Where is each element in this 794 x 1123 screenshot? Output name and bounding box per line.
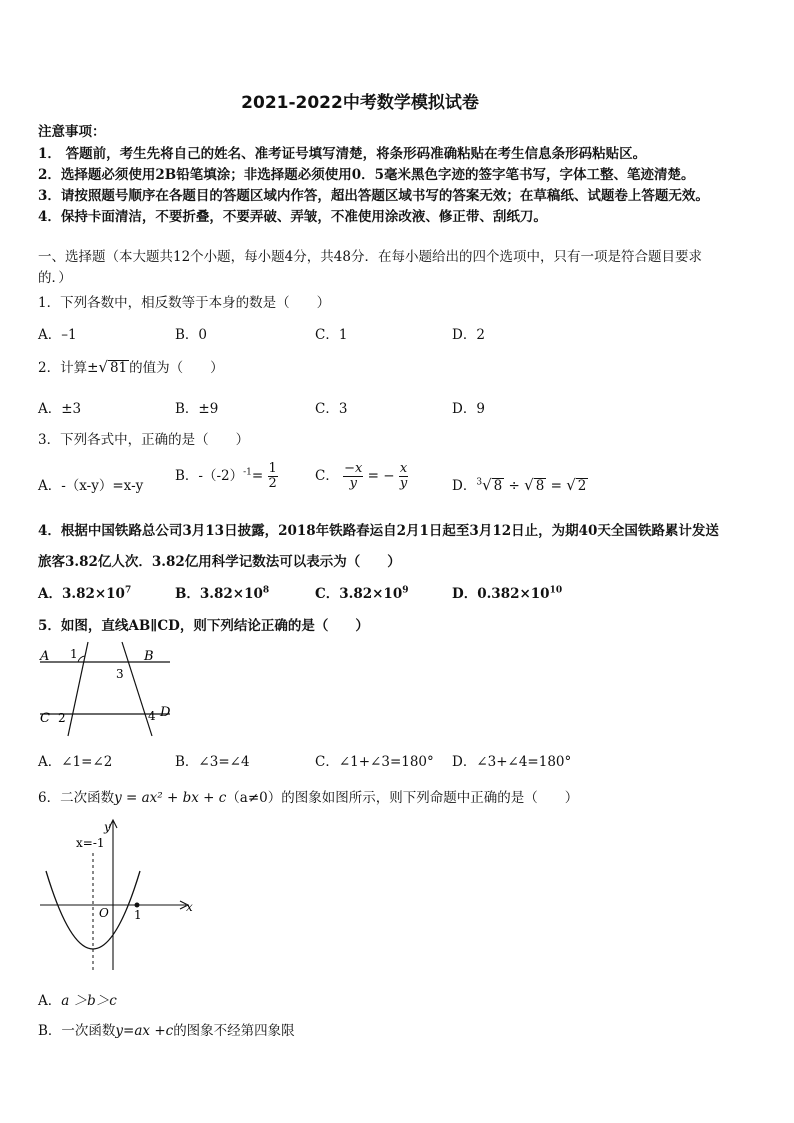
q4-b-exp: 8 [262,585,270,596]
point-one-label: 1 [134,908,142,922]
label-d: D [160,705,171,720]
q3-d-rad3: 2 [577,478,587,494]
label-angle-4: 4 [148,709,156,723]
sqrt-icon: √ [566,476,576,494]
q2-option-a[interactable]: A．±3 [38,401,82,417]
q3-c-fraction-left [343,462,363,491]
q6-a-pre: A． [38,993,62,1009]
q4-a-label: A．3.82×10 [38,586,125,602]
q3-c-pre: C． [315,468,339,484]
q3-b-eq: = [251,468,264,484]
q2-option-c[interactable]: C．3 [315,401,348,417]
q4-c-label: C．3.82×10 [315,586,403,602]
q3-c-num: −x [344,461,363,476]
exam-title: 2021-2022中考数学模拟试卷 [241,93,479,113]
q2-stem-post: 的值为（ ） [129,360,224,376]
q1-option-a[interactable]: A．–1 [38,327,77,343]
q2-option-b[interactable]: B．±9 [175,401,219,417]
q3-b-pre: B．-（-2） [175,468,244,484]
q3-d-rad1: 8 [493,478,503,494]
notes-item-4: 4．保持卡面清洁，不要折叠，不要弄破、弄皱，不准使用涂改液、修正带、刮纸刀。 [38,209,547,225]
label-angle-1: 1 [70,647,78,661]
q6-b-pre: B．一次函数 [38,1023,116,1039]
q4-option-a[interactable] [38,582,131,602]
q3-d-rad2: 8 [535,478,545,494]
q6-cond: （a≠0） [226,790,282,806]
notes-item-3: 3．请按照题号顺序在各题目的答题区域内作答，超出答题区域书写的答案无效；在草稿纸、试题卷上答题无效。 [38,188,709,204]
q3-d-index: 3 [476,477,483,488]
q4-c-exp: 9 [402,585,409,596]
q6-formula: y = ax² + bx + c [114,790,227,806]
q4-stem-line2: 旅客3.82亿人次．3.82亿用科学记数法可以表示为（ ） [38,554,401,570]
q1-option-d[interactable]: D．2 [452,327,485,343]
label-b: B [144,649,154,664]
q3-option-c[interactable] [315,462,408,491]
label-angle-3: 3 [116,667,124,681]
q3-b-den: 2 [268,476,277,491]
q2-radicand: 81 [109,360,128,376]
q3-c-den2: y [399,476,408,491]
q5-option-b[interactable]: B．∠3=∠4 [175,754,250,770]
q3-b-exponent: -1 [243,467,252,478]
q4-b-label: B．3.82×10 [175,586,263,602]
origin-label: O [99,906,109,920]
sqrt-icon: √ [524,476,534,494]
q3-d-op: ÷ [508,478,520,494]
q3-option-d[interactable] [452,474,588,494]
q4-stem-line1: 4．根据中国铁路总公司3月13日披露，2018年铁路春运自2月1日起至3月12日止，为期40天全国铁路累计发送 [38,523,719,539]
q1-stem: 1．下列各数中，相反数等于本身的数是（ ） [38,295,331,311]
q6-b-math: y=ax +c [115,1023,174,1039]
q6-stem-post: 的图象如图所示，则下列命题中正确的是（ ） [281,790,579,806]
label-c: C [40,711,50,726]
q2-stem-pre: 2．计算± [38,360,99,376]
q6-option-a[interactable] [38,989,117,1009]
notes-heading: 注意事项： [38,124,106,140]
q6-b-post: 的图象不经第四象限 [173,1023,295,1039]
q3-stem: 3．下列各式中，正确的是（ ） [38,432,250,448]
q4-option-b[interactable] [175,582,269,602]
x-axis-label: x [186,900,193,914]
q4-option-d[interactable] [452,582,562,602]
q3-b-num: 1 [268,461,277,476]
q4-d-label: D．0.382×10 [452,586,550,602]
sqrt-icon: √ [98,358,108,376]
q6-stem-pre: 6．二次函数 [38,790,115,806]
root-point [135,903,140,908]
q3-b-fraction [268,462,278,491]
q3-option-a[interactable]: A．-（x-y）=x-y [38,478,144,494]
section-heading-line2: 的．） [38,270,72,286]
q5-parallel-lines-figure [38,640,178,738]
q5-option-d[interactable]: D．∠3+∠4=180° [452,754,572,770]
q5-option-c[interactable]: C．∠1+∠3=180° [315,754,434,770]
q4-option-c[interactable] [315,582,409,602]
label-a: A [40,649,50,664]
y-axis-label: y [104,820,111,834]
q2-stem [38,356,224,376]
q6-parabola-figure [38,815,198,975]
notes-item-1: 1． 答题前，考生先将自己的姓名、准考证号填写清楚，将条形码准确粘贴在考生信息条形码粘贴区。 [38,146,647,162]
q3-c-eq: = − [367,468,395,484]
q4-d-exp: 10 [549,585,563,596]
section-heading-line1: 一、选择题（本大题共12个小题，每小题4分，共48分．在每小题给出的四个选项中，只有一项是符合题目要求 [38,249,702,265]
q4-a-exp: 7 [124,585,132,596]
q5-option-a[interactable]: A．∠1=∠2 [38,754,113,770]
q3-c-den: y [349,476,357,491]
q3-d-pre: D． [452,478,477,494]
q5-stem: 5．如图，直线AB∥CD，则下列结论正确的是（ ） [38,618,369,634]
q1-option-b[interactable]: B．0 [175,327,208,343]
symmetry-axis-label: x=-1 [76,836,105,850]
q3-c-num2: x [399,461,408,476]
q3-option-b[interactable] [175,462,278,491]
q6-option-b[interactable] [38,1019,295,1039]
sqrt-icon: √ [482,476,492,494]
q6-a-math: a ＞b＞c [61,993,117,1009]
q3-c-fraction-right [399,462,408,491]
label-angle-2: 2 [58,711,66,725]
q2-option-d[interactable]: D．9 [452,401,485,417]
q3-d-eq: = [550,478,562,494]
q1-option-c[interactable]: C．1 [315,327,348,343]
notes-item-2: 2．选择题必须使用2B铅笔填涂；非选择题必须使用0．5毫米黑色字迹的签字笔书写，字体工整、笔迹清楚。 [38,167,695,183]
q6-stem [38,786,578,806]
